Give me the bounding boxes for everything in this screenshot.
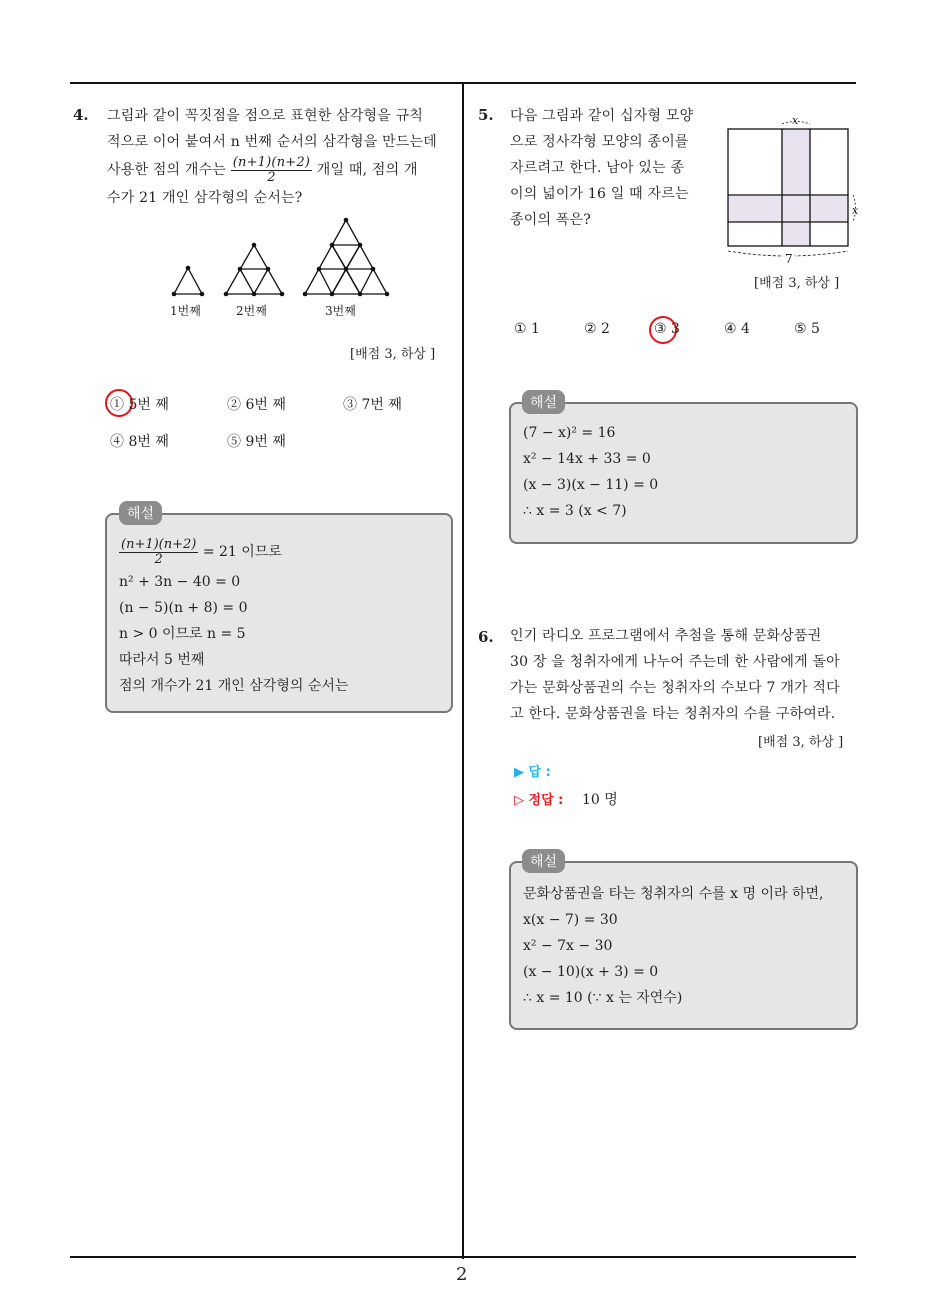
question-6-line: 고 한다. 문화상품권을 타는 청취자의 수를 구하여라. [510, 706, 836, 722]
question-6-score: [배점 3, 하상 ] [758, 735, 844, 750]
explanation-content [523, 881, 823, 1011]
triangle-sequence-figure [160, 212, 400, 304]
explanation-line: 점의 개수가 21 개인 삼각형의 순서는 [119, 678, 349, 694]
explanation-content [523, 420, 658, 524]
question-5-explanation-box [509, 402, 858, 544]
question-4-line [107, 155, 457, 185]
question-4-text [107, 103, 457, 211]
explanation-line: (7 − x)² = 16 [523, 425, 616, 441]
question-4-choice-5[interactable]: ⑤ 9번 째 [227, 434, 286, 450]
figure-caption-2: 2번째 [236, 304, 267, 318]
question-5-line: 으로 정사각형 모양의 종이를 [510, 134, 689, 150]
question-5-choice-3[interactable]: ③ 3 [654, 321, 680, 337]
explanation-fraction [119, 538, 198, 567]
question-4-choice-1[interactable]: ① 5번 째 [110, 397, 169, 413]
fraction-numerator: (n+1)(n+2) [232, 154, 311, 170]
question-6-explanation-box [509, 861, 858, 1030]
cross-paper-figure [720, 115, 868, 270]
question-6-line: 인기 라디오 프로그램에서 추첨을 통해 문화상품권 [510, 628, 822, 644]
question-4-line3-pre: 사용한 점의 개수는 [107, 162, 227, 178]
question-4-line: 적으로 이어 붙여서 n 번째 순서의 삼각형을 만드는데 [107, 134, 437, 150]
explanation-line: 따라서 5 번째 [119, 652, 205, 668]
explanation-line: x² − 14x + 33 = 0 [523, 451, 651, 467]
explanation-line: ∴ x = 10 (∵ x 는 자연수) [523, 990, 683, 1006]
question-6-line: 가는 문화상품권의 수는 청취자의 수보다 7 개가 적다 [510, 680, 840, 696]
question-4-choice-3[interactable]: ③ 7번 째 [343, 397, 402, 413]
answer-input-label[interactable]: ▶ 답 : [514, 765, 551, 780]
figure-caption-3: 3번째 [325, 304, 356, 318]
explanation-line: x² − 7x − 30 [523, 938, 613, 954]
figure-label-x-top: x [792, 114, 799, 127]
question-5-line: 종이의 폭은? [510, 212, 591, 228]
question-6-line: 30 장 을 청취자에게 나누어 주는데 한 사람에게 돌아 [510, 654, 840, 670]
explanation-line-1 [119, 535, 348, 569]
question-4-choice-4[interactable]: ④ 8번 째 [110, 434, 169, 450]
fraction-denominator: 2 [154, 551, 163, 567]
fraction-denominator: 2 [267, 169, 276, 185]
question-4-choice-2[interactable]: ② 6번 째 [227, 397, 286, 413]
figure-caption-1: 1번째 [170, 304, 201, 318]
question-5-choice-4[interactable]: ④ 4 [724, 321, 750, 337]
explanation-tag: 해설 [522, 390, 565, 414]
figure-label-7: 7 [785, 252, 793, 266]
explanation-line: n² + 3n − 40 = 0 [119, 574, 241, 590]
question-4-score: [배점 3, 하상 ] [350, 347, 436, 362]
explanation-line: (x − 3)(x − 11) = 0 [523, 477, 659, 493]
question-5-line: 다음 그림과 같이 십자형 모양 [510, 108, 694, 124]
bottom-rule [70, 1256, 856, 1258]
question-5-line: 자르려고 한다. 남아 있는 종 [510, 160, 685, 176]
column-divider [462, 83, 464, 1259]
explanation-line: ∴ x = 3 (x < 7) [523, 503, 627, 519]
page-number: 2 [456, 1264, 468, 1285]
figure-label-x-right: x [852, 204, 859, 217]
question-5-choice-5[interactable]: ⑤ 5 [794, 321, 820, 337]
explanation-line: x(x − 7) = 30 [523, 912, 618, 928]
question-5-choice-2[interactable]: ② 2 [584, 321, 610, 337]
correct-answer-value: 10 명 [582, 792, 618, 808]
explanation-content [119, 535, 348, 699]
explanation-line: (x − 10)(x + 3) = 0 [523, 964, 659, 980]
question-4-line: 수가 21 개인 삼각형의 순서는? [107, 190, 303, 206]
explanation-line: (n − 5)(n + 8) = 0 [119, 600, 248, 616]
correct-answer-label: ▷ 정답 : [514, 793, 564, 808]
question-5-number: 5. [478, 106, 494, 124]
question-4-line: 그림과 같이 꼭짓점을 점으로 표현한 삼각형을 규칙 [107, 108, 424, 124]
explanation-tag: 해설 [119, 501, 162, 525]
question-6-number: 6. [478, 628, 494, 646]
explanation-line: 문화상품권을 타는 청취자의 수를 x 명 이라 하면, [523, 886, 824, 902]
question-5-score: [배점 3, 하상 ] [754, 276, 840, 291]
explanation-tag: 해설 [522, 849, 565, 873]
question-5-choice-1[interactable]: ① 1 [514, 321, 540, 337]
question-4-explanation-box [105, 513, 453, 713]
fraction-numerator: (n+1)(n+2) [121, 536, 197, 552]
question-4-line3-post: 개일 때, 점의 개 [316, 162, 418, 178]
explanation-line: n > 0 이므로 n = 5 [119, 626, 246, 642]
question-4-number: 4. [73, 106, 89, 124]
explanation-line-1-tail: = 21 이므로 [202, 544, 282, 560]
question-4-fraction [231, 156, 312, 185]
question-5-text [510, 103, 710, 233]
question-6-text [510, 623, 860, 727]
question-5-line: 이의 넓이가 16 일 때 자르는 [510, 186, 689, 202]
